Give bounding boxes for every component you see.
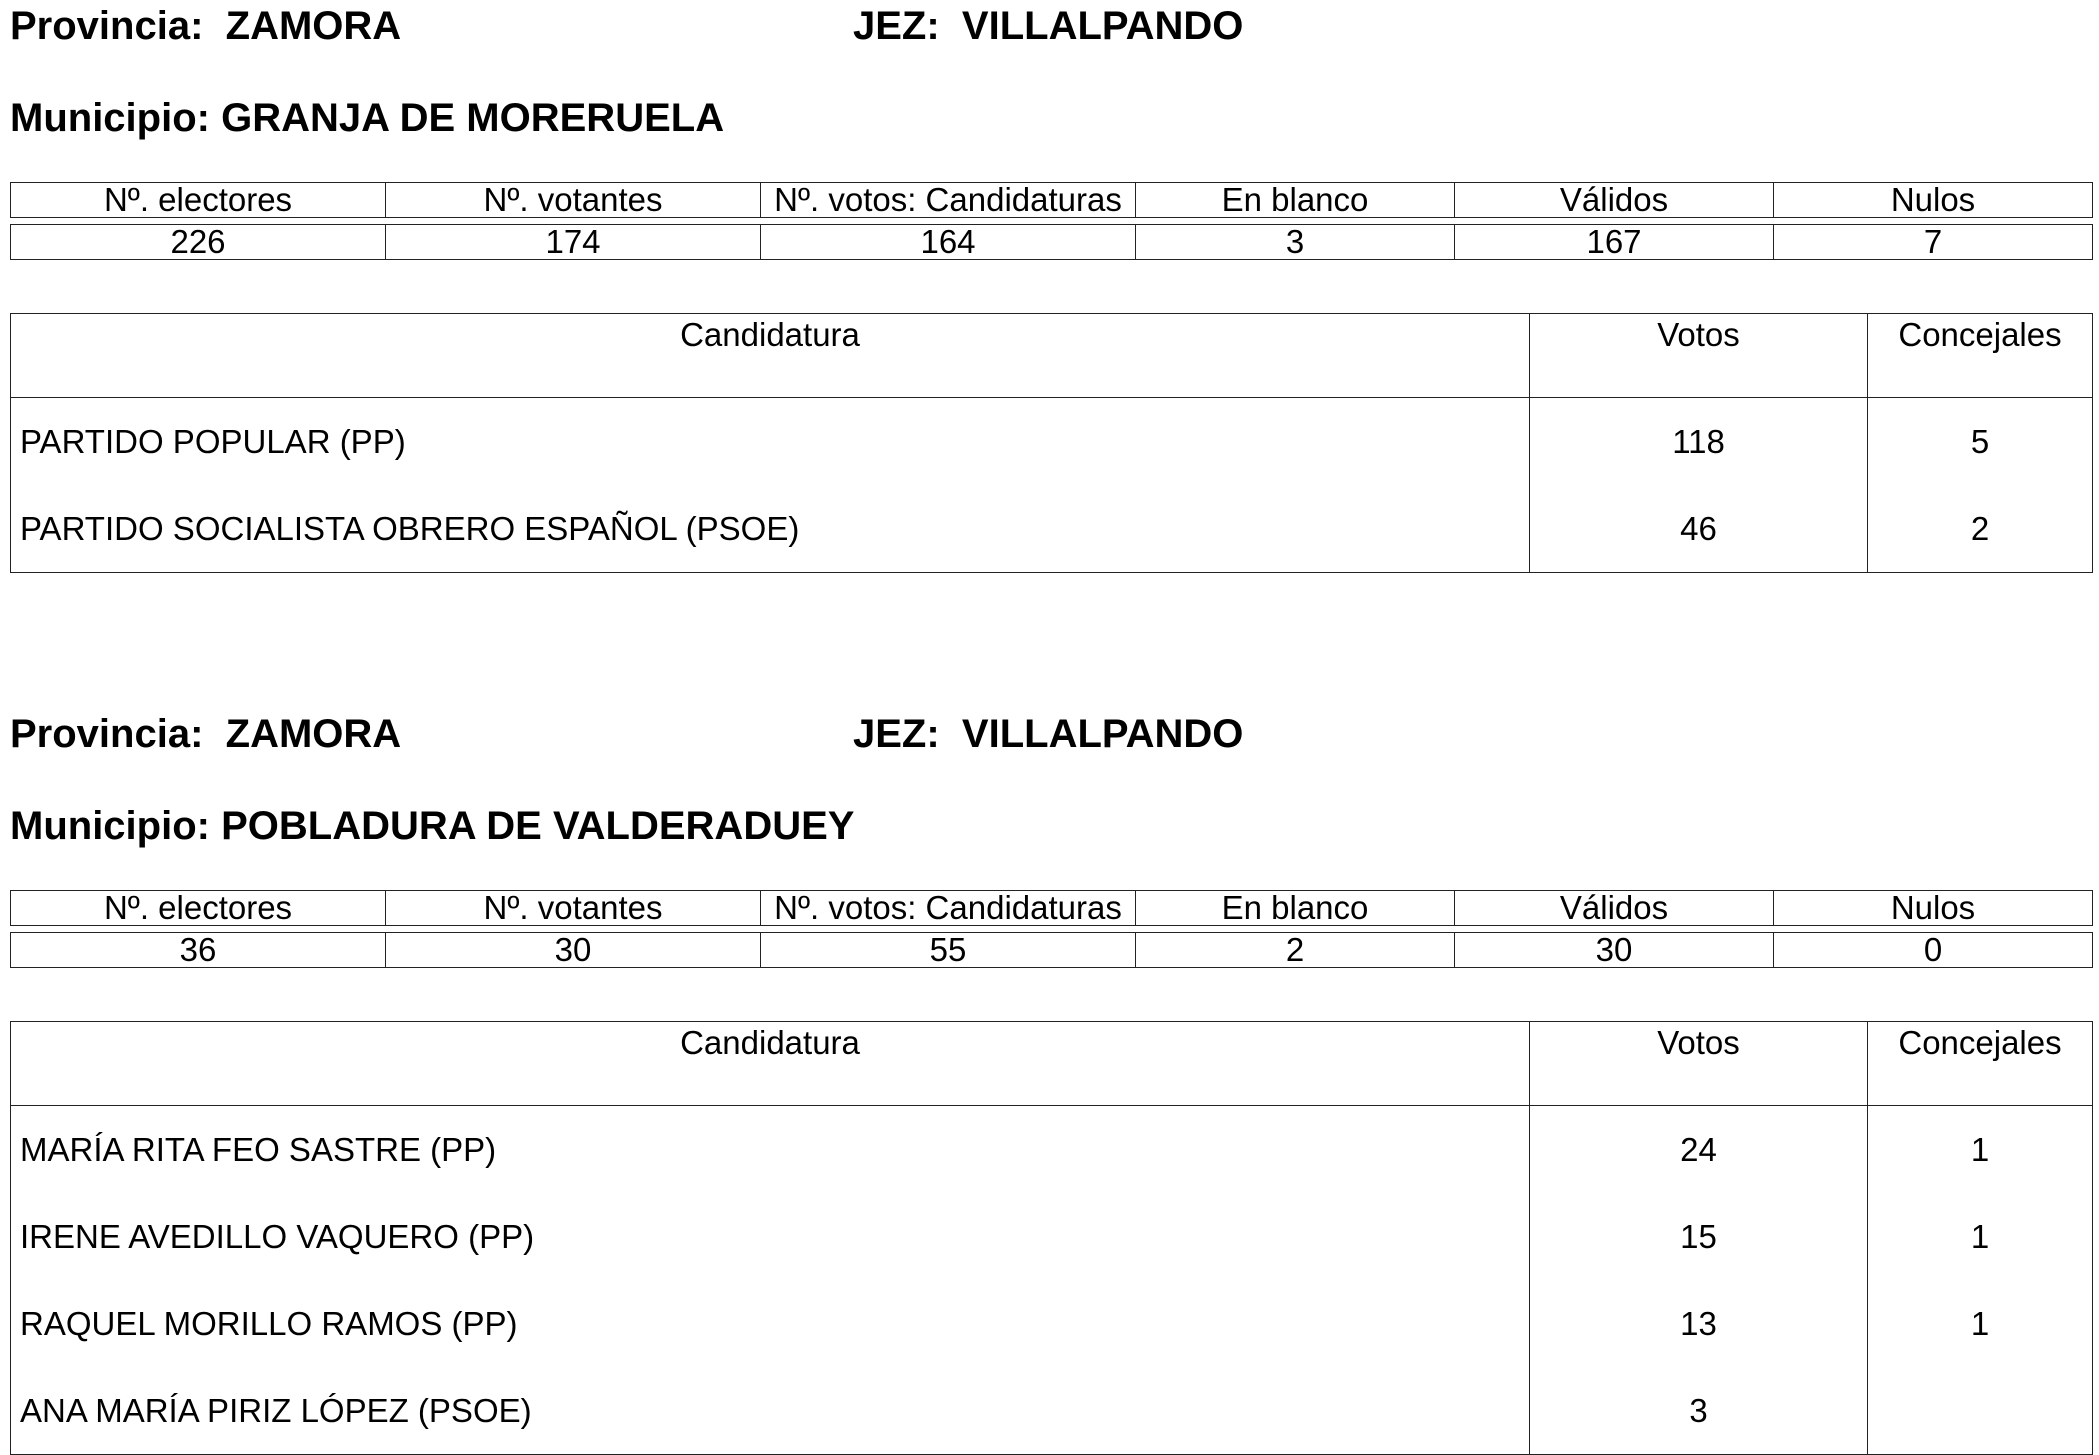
candidate-row xyxy=(11,1280,2093,1367)
stats-value-cell: 55 xyxy=(761,933,1136,968)
stats-value-cell: 30 xyxy=(1455,933,1774,968)
stats-table xyxy=(10,890,2093,968)
stats-value-cell: 174 xyxy=(386,225,761,260)
provincia-header: Provincia: ZAMORA xyxy=(10,712,402,756)
stats-header-cell: Válidos xyxy=(1455,183,1774,218)
candidate-votos: 15 xyxy=(1530,1193,1868,1280)
stats-header-cell: Nº. electores xyxy=(11,183,386,218)
concejales-header: Concejales xyxy=(1868,314,2093,398)
stats-value-cell: 7 xyxy=(1774,225,2093,260)
stats-value-cell: 226 xyxy=(11,225,386,260)
candidate-concejales: 5 xyxy=(1868,398,2093,486)
candidatura-header: Candidatura xyxy=(11,1022,1530,1106)
candidate-row xyxy=(11,398,2093,486)
jez-header: JEZ: VILLALPANDO xyxy=(853,4,1244,48)
stats-header-cell: Nulos xyxy=(1774,183,2093,218)
stats-header-cell: Nº. votos: Candidaturas xyxy=(761,891,1136,926)
stats-value-row xyxy=(11,933,2093,968)
stats-value-cell: 164 xyxy=(761,225,1136,260)
concejales-header: Concejales xyxy=(1868,1022,2093,1106)
municipio-header: Municipio: POBLADURA DE VALDERADUEY xyxy=(10,804,855,848)
municipio-header: Municipio: GRANJA DE MORERUELA xyxy=(10,96,725,140)
jez-header: JEZ: VILLALPANDO xyxy=(853,712,1244,756)
provincia-header: Provincia: ZAMORA xyxy=(10,4,402,48)
stats-value-cell: 30 xyxy=(386,933,761,968)
candidate-concejales: 1 xyxy=(1868,1193,2093,1280)
stats-value-cell: 0 xyxy=(1774,933,2093,968)
stats-header-cell: En blanco xyxy=(1136,891,1455,926)
candidate-name: ANA MARÍA PIRIZ LÓPEZ (PSOE) xyxy=(11,1367,1530,1455)
candidate-name: MARÍA RITA FEO SASTRE (PP) xyxy=(11,1106,1530,1194)
votos-header: Votos xyxy=(1530,1022,1868,1106)
votos-header: Votos xyxy=(1530,314,1868,398)
candidate-concejales: 1 xyxy=(1868,1106,2093,1194)
candidate-votos: 3 xyxy=(1530,1367,1868,1455)
stats-header-cell: Nº. electores xyxy=(11,891,386,926)
stats-header-cell: En blanco xyxy=(1136,183,1455,218)
candidate-concejales xyxy=(1868,1367,2093,1455)
candidate-row xyxy=(11,485,2093,573)
candidate-row xyxy=(11,1367,2093,1455)
candidate-votos: 24 xyxy=(1530,1106,1868,1194)
candidate-votos: 13 xyxy=(1530,1280,1868,1367)
candidate-concejales: 2 xyxy=(1868,485,2093,573)
candidates-header-row xyxy=(11,314,2093,398)
stats-table xyxy=(10,182,2093,260)
stats-header-row xyxy=(11,183,2093,218)
stats-value-row xyxy=(11,225,2093,260)
candidates-table xyxy=(10,313,2093,573)
candidates-header-row xyxy=(11,1022,2093,1106)
candidate-name: IRENE AVEDILLO VAQUERO (PP) xyxy=(11,1193,1530,1280)
candidatura-header: Candidatura xyxy=(11,314,1530,398)
candidate-votos: 118 xyxy=(1530,398,1868,486)
stats-header-cell: Nº. votantes xyxy=(386,183,761,218)
stats-value-cell: 167 xyxy=(1455,225,1774,260)
stats-value-cell: 2 xyxy=(1136,933,1455,968)
candidate-votos: 46 xyxy=(1530,485,1868,573)
stats-value-cell: 3 xyxy=(1136,225,1455,260)
candidate-row xyxy=(11,1106,2093,1194)
stats-header-row xyxy=(11,891,2093,926)
candidate-name: PARTIDO POPULAR (PP) xyxy=(11,398,1530,486)
candidate-concejales: 1 xyxy=(1868,1280,2093,1367)
stats-header-cell: Nulos xyxy=(1774,891,2093,926)
candidate-name: PARTIDO SOCIALISTA OBRERO ESPAÑOL (PSOE) xyxy=(11,485,1530,573)
stats-value-cell: 36 xyxy=(11,933,386,968)
stats-header-cell: Válidos xyxy=(1455,891,1774,926)
stats-header-cell: Nº. votantes xyxy=(386,891,761,926)
candidates-table xyxy=(10,1021,2093,1455)
candidate-name: RAQUEL MORILLO RAMOS (PP) xyxy=(11,1280,1530,1367)
stats-header-cell: Nº. votos: Candidaturas xyxy=(761,183,1136,218)
candidate-row xyxy=(11,1193,2093,1280)
